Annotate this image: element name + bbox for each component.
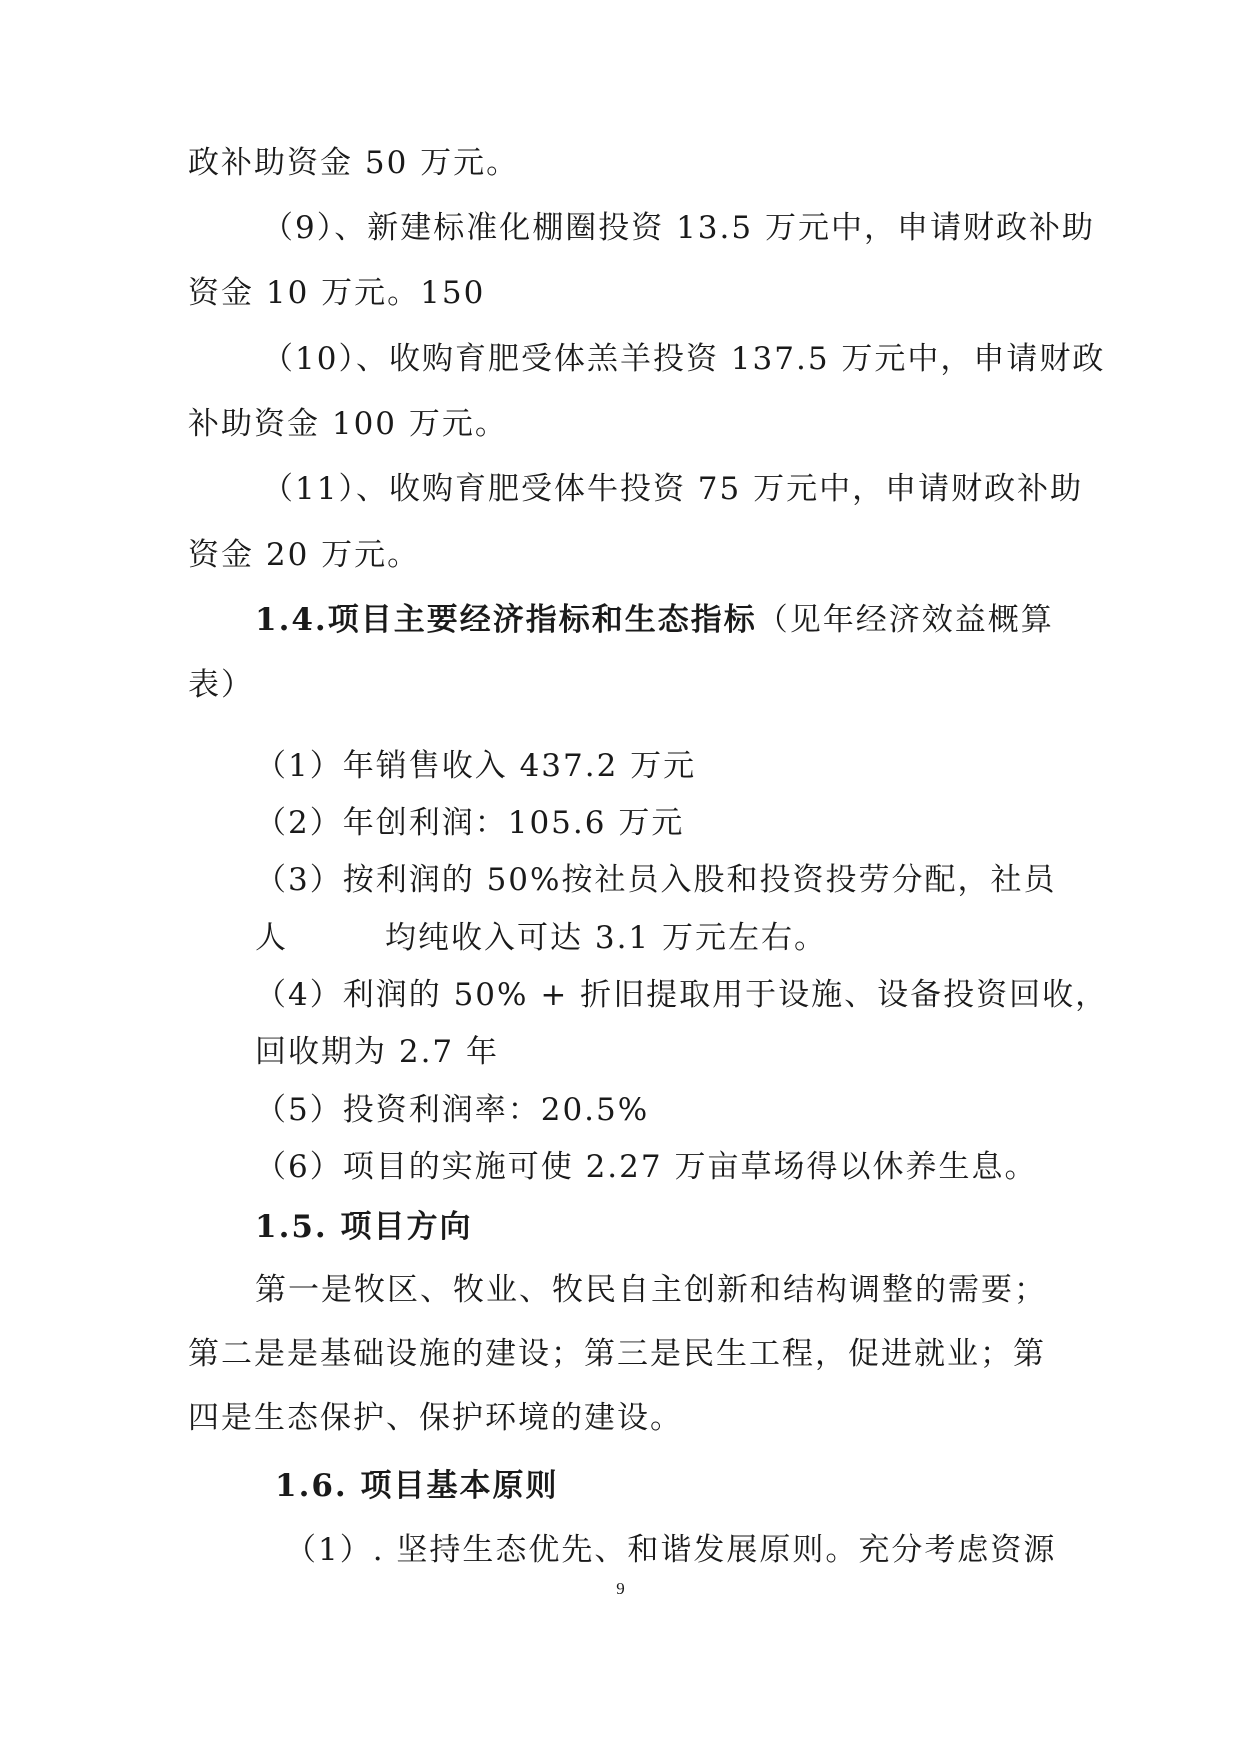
body-text-line: 资金 10 万元。150 [188, 275, 486, 311]
indicator-item-5: （5）投资利润率：20.5% [255, 1092, 650, 1128]
section-heading-1-4-note: （见年经济效益概算 [756, 602, 1054, 638]
list-item-11: （11）、收购育肥受体牛投资 75 万元中，申请财政补助 [262, 471, 1084, 507]
page-number: 9 [616, 1579, 625, 1598]
indicator-item-3: （3）按利润的 50%按社员入股和投资投劳分配，社员 [255, 862, 1057, 898]
body-text-line: 表） [188, 667, 254, 703]
section-heading-1-6: 1.6. 项目基本原则 [275, 1468, 559, 1504]
body-text-line [255, 918, 288, 958]
section-heading-1-4-title: 1.4.项目主要经济指标和生态指标 [255, 602, 757, 638]
body-text-line: 均纯收入可达 3.1 万元左右。 [385, 920, 828, 956]
principle-item-1: （1）. 坚持生态优先、和谐发展原则。充分考虑资源 [285, 1532, 1057, 1568]
indicator-item-4: （4）利润的 50% + 折旧提取用于设施、设备投资回收， [255, 977, 1109, 1013]
body-text-line: 政补助资金 50 万元。 [188, 145, 520, 181]
body-text-line: 第二是是基础设施的建设；第三是民生工程，促进就业；第 [188, 1336, 1046, 1372]
text-fragment: 人 [255, 920, 288, 956]
list-item-10: （10）、收购育肥受体羔羊投资 137.5 万元中，申请财政 [262, 341, 1106, 377]
indicator-item-6: （6）项目的实施可使 2.27 万亩草场得以休养生息。 [255, 1149, 1038, 1185]
body-text-line: 补助资金 100 万元。 [188, 406, 508, 442]
indicator-item-1: （1）年销售收入 437.2 万元 [255, 748, 697, 784]
body-text-line: 四是生态保护、保护环境的建设。 [188, 1400, 683, 1436]
body-text-line: 资金 20 万元。 [188, 537, 421, 573]
body-text-line: 第一是牧区、牧业、牧民自主创新和结构调整的需要； [255, 1272, 1047, 1308]
body-text-line: 回收期为 2.7 年 [255, 1034, 500, 1070]
section-heading-1-4 [255, 600, 1054, 640]
indicator-item-2: （2）年创利润：105.6 万元 [255, 805, 685, 841]
section-heading-1-5: 1.5. 项目方向 [255, 1209, 473, 1245]
list-item-9: （9）、新建标准化棚圈投资 13.5 万元中，申请财政补助 [262, 210, 1095, 246]
